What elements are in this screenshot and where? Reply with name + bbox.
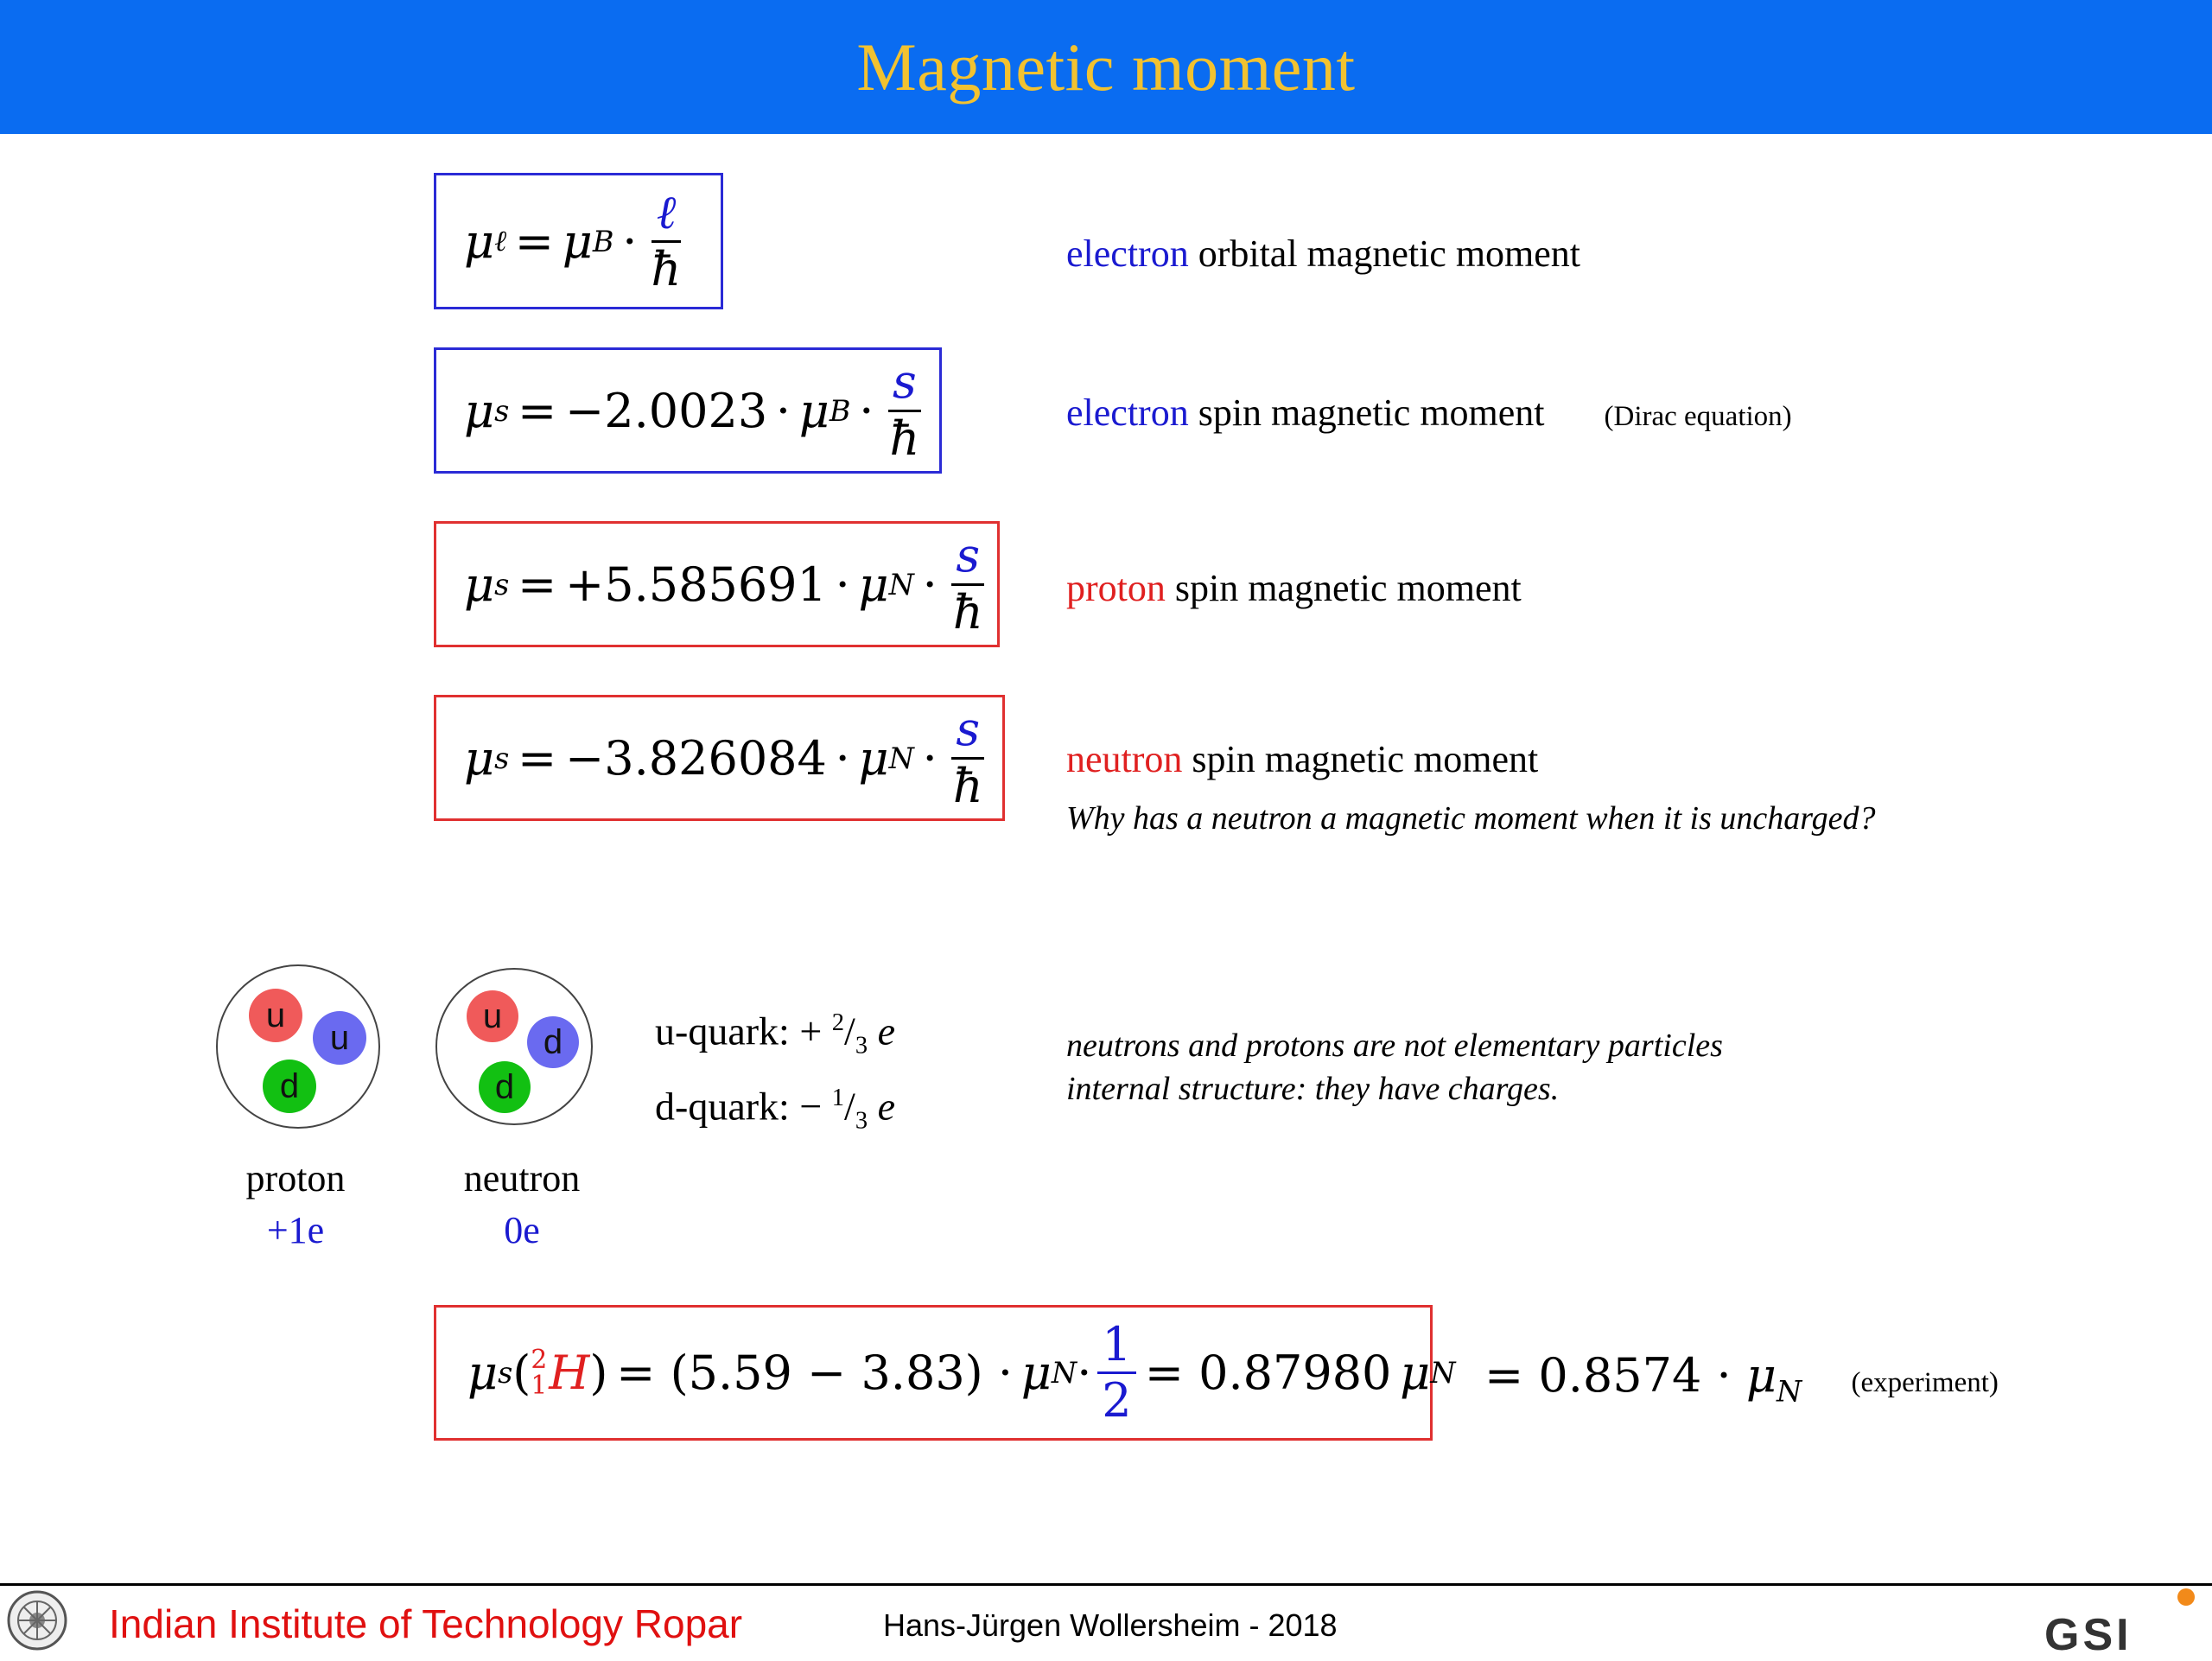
- u-quark: u: [467, 990, 518, 1042]
- experimental-value: = $0.8574 \cdot \mu_N$ (experiment): [1484, 1348, 1999, 1409]
- d-quark: d: [527, 1016, 579, 1068]
- structure-note-line2: internal structure: they have charges.: [1066, 1071, 1560, 1107]
- quark-charges: [655, 997, 895, 1147]
- u-quark: u: [249, 989, 302, 1042]
- fraction: $\frac{s}{ħ}$: [952, 528, 983, 640]
- header-bar: [0, 0, 2212, 134]
- electron-spin-description: electron spin magnetic moment (Dirac equation): [1066, 391, 1792, 434]
- dirac-note: (Dirac equation): [1604, 401, 1792, 432]
- neutron-diagram: [435, 968, 593, 1125]
- structure-note-line1: neutrons and protons are not elementary particles: [1066, 1028, 1723, 1064]
- proton-spin-description: proton spin magnetic moment: [1066, 567, 1522, 609]
- u-quark-charge: u-quark: + $^2/_3$ e: [655, 1009, 896, 1060]
- d-quark-charge: d-quark: − $^1/_3$ e: [655, 1083, 896, 1135]
- experiment-note: (experiment): [1851, 1367, 1999, 1398]
- d-quark: d: [263, 1060, 316, 1113]
- footer-divider: [0, 1583, 2212, 1586]
- gsi-logo-dot: [2177, 1588, 2195, 1606]
- neutron-question: Why has a neutron a magnetic moment when it is uncharged?: [1066, 800, 1876, 837]
- page-title: Magnetic moment: [856, 29, 1356, 105]
- electron-spin-formula-box: μ s = −2.0023 · μ B · $\frac{s}{ħ}$: [434, 347, 942, 474]
- neutron-spin-description: neutron spin magnetic moment: [1066, 738, 1539, 780]
- fraction: $\frac{\text{ℓ}}{ħ}$: [651, 185, 682, 296]
- iit-ropar-emblem-icon: [5, 1588, 69, 1652]
- nuclide-notation: 2 1 H: [531, 1344, 590, 1401]
- institute-name: Indian Institute of Technology Ropar: [109, 1601, 743, 1646]
- gsi-logo-icon: GSI: [2044, 1610, 2133, 1660]
- deuteron-formula-box: μ s ( 2 1 H ) = (5.59 − 3.83) · μ N · $\frac{1}{2}$ = 0.87980 μ N: [434, 1305, 1433, 1441]
- proton-label: proton: [245, 1157, 346, 1200]
- mu-symbol: μ: [464, 213, 495, 269]
- author-credit: Hans-Jürgen Wollersheim - 2018: [883, 1607, 1338, 1643]
- u-quark: u: [313, 1011, 366, 1065]
- proton-spin-formula-box: μ s = +5.585691 · μ N · $\frac{s}{ħ}$: [434, 521, 1000, 647]
- fraction: $\frac{s}{ħ}$: [952, 702, 983, 813]
- proton-diagram: [216, 964, 380, 1129]
- fraction: $\frac{1}{2}$: [1097, 1321, 1136, 1425]
- neutron-charge: 0e: [504, 1209, 540, 1251]
- orbital-formula-box: μ ℓ = μ B · $\frac{\text{ℓ}}{ħ}$: [434, 173, 723, 309]
- neutron-spin-formula-box: μ s = −3.826084 · μ N · $\frac{s}{ħ}$: [434, 695, 1005, 821]
- neutron-label: neutron: [463, 1157, 581, 1200]
- d-quark: d: [479, 1061, 531, 1113]
- orbital-description: electron orbital magnetic moment: [1066, 232, 1581, 275]
- fraction: $\frac{s}{ħ}$: [889, 354, 920, 466]
- proton-charge: +1e: [266, 1209, 325, 1251]
